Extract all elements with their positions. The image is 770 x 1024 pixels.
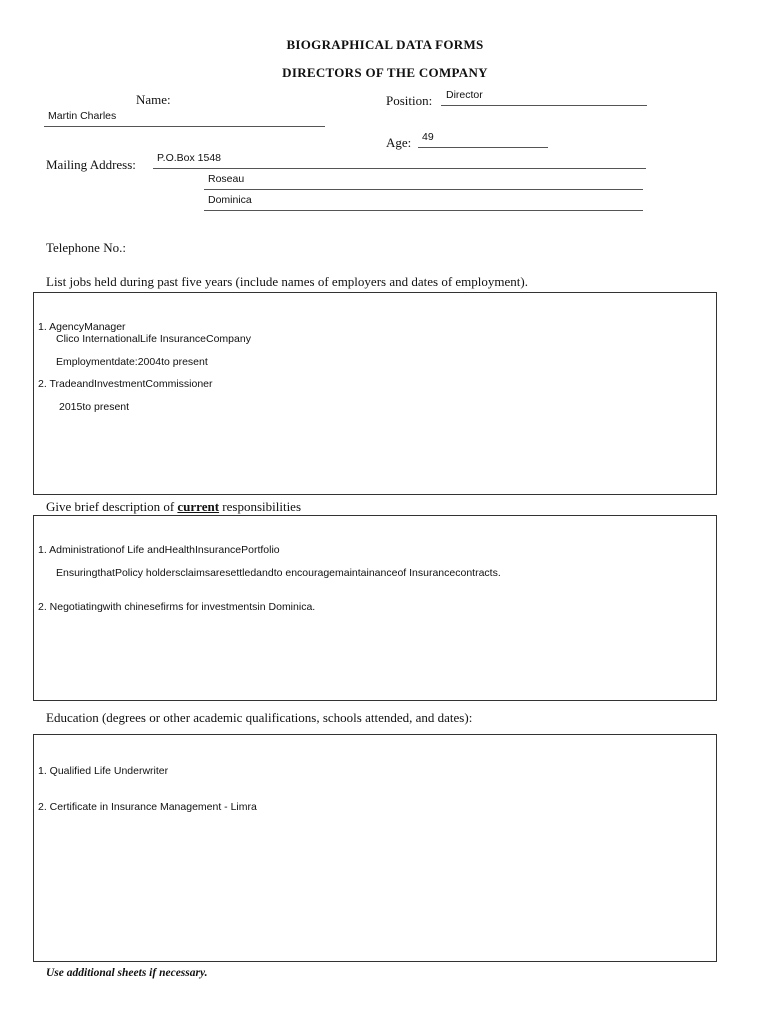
position-label: Position: bbox=[386, 93, 433, 108]
education-box[interactable] bbox=[33, 734, 717, 962]
form-title: BIOGRAPHICAL DATA FORMS bbox=[286, 37, 484, 52]
address-line-2[interactable]: Roseau bbox=[208, 173, 245, 185]
jobs-line: 1. AgencyManager bbox=[38, 321, 126, 333]
address-line-3[interactable]: Dominica bbox=[208, 194, 252, 206]
jobs-line: Employmentdate:2004to present bbox=[56, 356, 208, 368]
address-line-1[interactable]: P.O.Box 1548 bbox=[157, 152, 222, 164]
responsibilities-line: 2. Negotiatingwith chinesefirms for investmentsin Dominica. bbox=[38, 601, 316, 613]
name-value[interactable]: Martin Charles bbox=[48, 110, 117, 122]
address-underline-2 bbox=[204, 189, 643, 190]
responsibilities-box[interactable] bbox=[33, 515, 717, 701]
jobs-line: 2. TradeandInvestmentCommissioner bbox=[38, 378, 213, 390]
additional-sheets-note: Use additional sheets if necessary. bbox=[46, 967, 208, 979]
position-underline bbox=[441, 105, 647, 106]
education-line: 1. Qualified Life Underwriter bbox=[38, 765, 169, 777]
jobs-line: 2015to present bbox=[59, 401, 130, 413]
education-prompt: Education (degrees or other academic qualifications, schools attended, and dates): bbox=[46, 710, 473, 725]
responsibilities-line: 1. Administrationof Life andHealthInsurancePortfolio bbox=[38, 544, 280, 556]
age-value[interactable]: 49 bbox=[422, 131, 434, 143]
telephone-label: Telephone No.: bbox=[46, 240, 126, 255]
mailing-address-label: Mailing Address: bbox=[46, 157, 136, 172]
name-label: Name: bbox=[136, 92, 171, 107]
jobs-prompt: List jobs held during past five years (include names of employers and dates of employment). bbox=[46, 274, 528, 289]
age-underline bbox=[418, 147, 548, 148]
responsibilities-prompt-start: Give brief description of bbox=[46, 499, 175, 514]
responsibilities-prompt-current: current bbox=[177, 499, 220, 514]
name-underline bbox=[44, 126, 325, 127]
position-value[interactable]: Director bbox=[446, 89, 483, 101]
form-subtitle: DIRECTORS OF THE COMPANY bbox=[282, 65, 488, 80]
address-underline-1 bbox=[153, 168, 646, 169]
education-line: 2. Certificate in Insurance Management - Limra bbox=[38, 801, 257, 813]
age-label: Age: bbox=[386, 135, 412, 150]
jobs-box[interactable] bbox=[33, 292, 717, 495]
address-underline-3 bbox=[204, 210, 643, 211]
jobs-line: Clico InternationalLife InsuranceCompany bbox=[56, 333, 251, 345]
responsibilities-prompt bbox=[46, 499, 301, 515]
responsibilities-line: EnsuringthatPolicy holdersclaimsaresettledandto encouragemaintainanceof Insurancecontracts. bbox=[56, 567, 501, 579]
responsibilities-prompt-end: responsibilities bbox=[222, 499, 302, 514]
